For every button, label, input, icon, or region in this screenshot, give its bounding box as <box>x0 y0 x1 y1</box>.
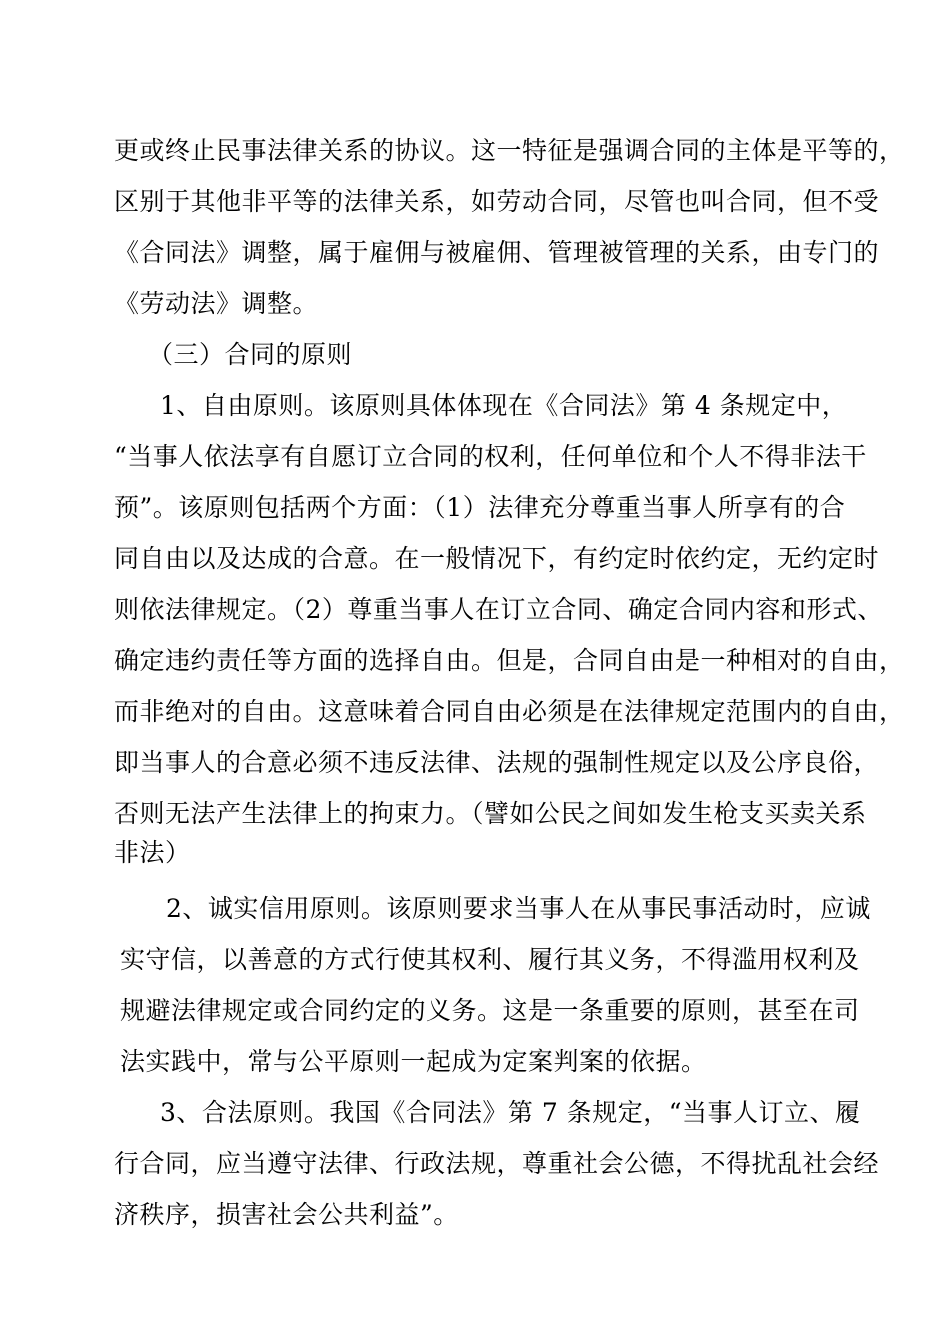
paragraph-line: 行合同，应当遵守法律、行政法规，尊重社会公德，不得扰乱社会经 <box>114 1149 880 1178</box>
paragraph-line: 否则无法产生法律上的拘束力。（譬如公民之间如发生枪支买卖关系 <box>114 799 867 828</box>
paragraph-line: 非法） <box>114 838 191 867</box>
paragraph-line: 1、自由原则。该原则具体体现在《合同法》第 4 条规定中， <box>160 391 848 420</box>
paragraph-line: 同自由以及达成的合意。在一般情况下，有约定时依约定，无约定时 <box>114 544 880 573</box>
paragraph-line: 规避法律规定或合同约定的义务。这是一条重要的原则，甚至在司 <box>120 996 860 1025</box>
paragraph-line: 预”。该原则包括两个方面：（1）法律充分尊重当事人所享有的合 <box>114 493 846 522</box>
paragraph-line: 确定违约责任等方面的选择自由。但是，合同自由是一种相对的自由， <box>114 646 905 675</box>
paragraph-line: 而非绝对的自由。这意味着合同自由必须是在法律规定范围内的自由， <box>114 697 905 726</box>
paragraph-line: 法实践中，常与公平原则一起成为定案判案的依据。 <box>120 1047 707 1076</box>
paragraph-line: 区别于其他非平等的法律关系，如劳动合同，尽管也叫合同，但不受 <box>114 187 880 216</box>
paragraph-line: 2、诚实信用原则。该原则要求当事人在从事民事活动时，应诚 <box>166 894 871 923</box>
paragraph-line: 则依法律规定。（2）尊重当事人在订立合同、确定合同内容和形式、 <box>114 595 883 624</box>
paragraph-line: 更或终止民事法律关系的协议。这一特征是强调合同的主体是平等的， <box>114 136 905 165</box>
paragraph-line: 实守信，以善意的方式行使其权利、履行其义务，不得滥用权利及 <box>120 945 860 974</box>
paragraph-line: 济秩序，损害社会公共利益”。 <box>114 1200 459 1229</box>
paragraph-line: 3、合法原则。我国《合同法》第 7 条规定，“当事人订立、履 <box>160 1098 861 1127</box>
paragraph-line: 即当事人的合意必须不违反法律、法规的强制性规定以及公序良俗， <box>114 748 880 777</box>
section-heading: （三）合同的原则 <box>148 340 353 369</box>
paragraph-line: 《劳动法》调整。 <box>114 289 319 318</box>
paragraph-line: 《合同法》调整，属于雇佣与被雇佣、管理被管理的关系，由专门的 <box>114 238 880 267</box>
paragraph-line: “当事人依法享有自愿订立合同的权利，任何单位和个人不得非法干 <box>114 442 867 471</box>
